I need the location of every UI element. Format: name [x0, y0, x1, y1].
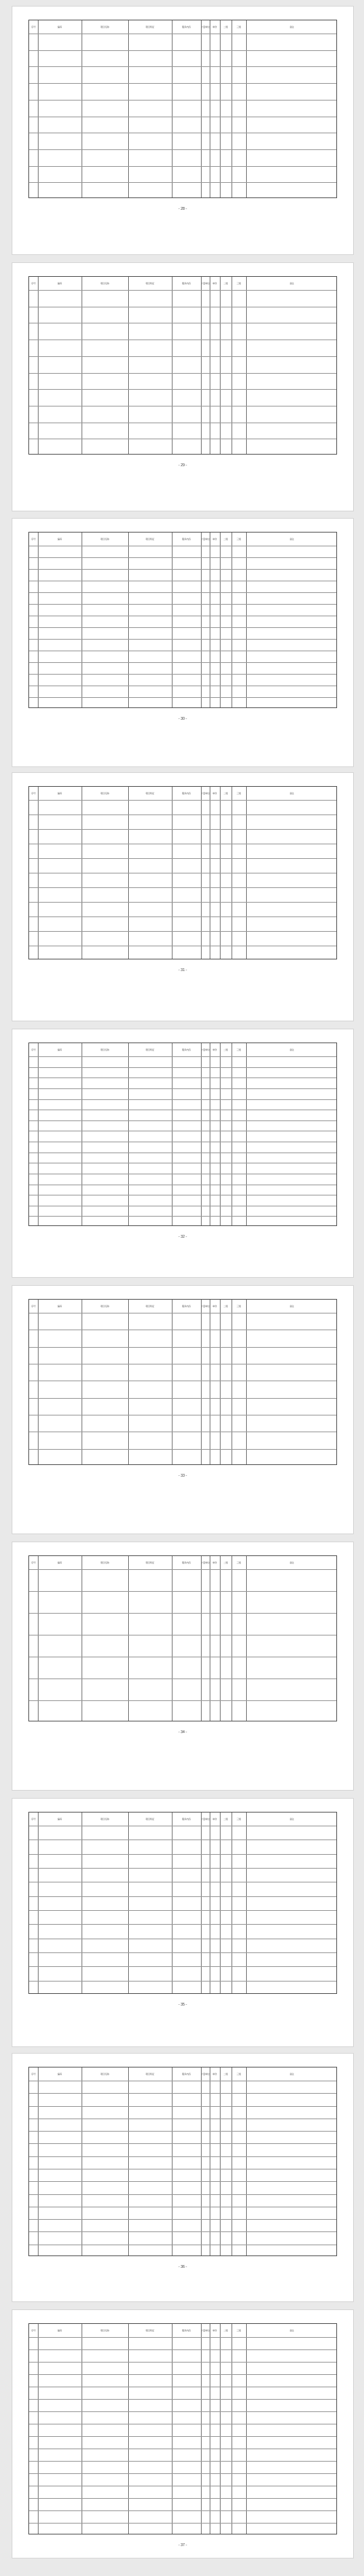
header-p3: 三级 [236, 1305, 241, 1308]
header-unit: 计量单位 [201, 792, 210, 795]
page-number: - 31 - [178, 968, 187, 973]
table-row [29, 182, 336, 199]
header-note: 服务内容 [181, 282, 191, 285]
table-row [29, 2461, 336, 2473]
header-note: 服务内容 [181, 792, 191, 795]
table-row [29, 1868, 336, 1882]
header-code: 编码 [57, 792, 62, 795]
header-no: 序号 [31, 1048, 36, 1051]
header-unit: 计量单位 [201, 538, 210, 541]
header-remark: 备注 [289, 1048, 294, 1051]
table-row [29, 1313, 336, 1330]
header-remark: 备注 [289, 25, 294, 28]
header-p1: 单价 [212, 1561, 217, 1564]
table-row [29, 674, 336, 686]
header-unit: 计量单位 [201, 1048, 210, 1051]
header-note: 服务内容 [181, 538, 191, 541]
table-row [29, 2231, 336, 2244]
table-row [29, 1635, 336, 1657]
header-p2: 二级 [223, 1048, 228, 1051]
price-table [28, 2067, 337, 2256]
table-row [29, 1939, 336, 1952]
table-row [29, 1415, 336, 1432]
header-p1: 单价 [212, 792, 217, 795]
header-unit: 计量单位 [201, 1818, 210, 1821]
table-row [29, 1398, 336, 1415]
header-remark: 备注 [289, 2329, 294, 2332]
table-row [29, 2181, 336, 2194]
header-name: 项目名称 [100, 1818, 109, 1821]
header-name: 项目名称 [100, 1561, 109, 1564]
table-header [29, 1556, 336, 1570]
header-unit: 计量单位 [201, 282, 210, 285]
document-page [12, 1029, 354, 1278]
price-table [28, 276, 337, 455]
header-desc: 项目特征 [145, 792, 154, 795]
table-row [29, 604, 336, 616]
page-number: - 30 - [178, 717, 187, 721]
table-row [29, 1131, 336, 1142]
header-no: 序号 [31, 538, 36, 541]
header-no: 序号 [31, 25, 36, 28]
table-row [29, 1185, 336, 1195]
header-name: 项目名称 [100, 2329, 109, 2332]
table-row [29, 166, 336, 183]
header-p2: 二级 [223, 2073, 228, 2076]
table-row [29, 2118, 336, 2131]
table-row [29, 2473, 336, 2486]
header-p1: 单价 [212, 2073, 217, 2076]
table-header [29, 277, 336, 291]
document-page [12, 2309, 354, 2559]
header-note: 服务内容 [181, 1305, 191, 1308]
table-row [29, 1056, 336, 1067]
header-unit: 计量单位 [201, 2329, 210, 2332]
document-page [12, 1798, 354, 2047]
table-row [29, 2245, 336, 2257]
header-code: 编码 [57, 1561, 62, 1564]
header-desc: 项目特征 [145, 1305, 154, 1308]
header-p1: 单价 [212, 1818, 217, 1821]
table-row [29, 133, 336, 149]
header-desc: 项目特征 [145, 282, 154, 285]
header-remark: 备注 [289, 538, 294, 541]
table-header [29, 1043, 336, 1057]
page-number: - 35 - [178, 2003, 187, 2007]
document-page [12, 262, 354, 511]
header-no: 序号 [31, 1561, 36, 1564]
table-row [29, 2143, 336, 2156]
table-row [29, 2219, 336, 2231]
table-row [29, 873, 336, 887]
document-page [12, 1285, 354, 1534]
page-number: - 37 - [178, 2543, 187, 2548]
page-number: - 32 - [178, 1235, 187, 1239]
header-remark: 备注 [289, 792, 294, 795]
table-row [29, 389, 336, 406]
table-row [29, 1216, 336, 1227]
table-row [29, 2523, 336, 2535]
price-table [28, 1555, 337, 1721]
price-table [28, 2323, 337, 2534]
header-code: 编码 [57, 2073, 62, 2076]
table-row [29, 1896, 336, 1910]
header-p3: 三级 [236, 282, 241, 285]
table-row [29, 2169, 336, 2181]
table-row [29, 439, 336, 455]
document-page [12, 772, 354, 1021]
table-row [29, 1924, 336, 1938]
table-row [29, 569, 336, 581]
table-row [29, 902, 336, 916]
header-p1: 单价 [212, 2329, 217, 2332]
table-row [29, 1142, 336, 1152]
page-number: - 29 - [178, 463, 187, 468]
table-row [29, 2399, 336, 2411]
table-row [29, 2387, 336, 2399]
table-row [29, 662, 336, 674]
header-p3: 三级 [236, 792, 241, 795]
table-row [29, 1569, 336, 1591]
table-row [29, 1195, 336, 1206]
table-row [29, 2337, 336, 2349]
table-header [29, 2068, 336, 2081]
table-row [29, 1067, 336, 1078]
header-desc: 项目特征 [145, 1048, 154, 1051]
table-row [29, 829, 336, 844]
header-no: 序号 [31, 1305, 36, 1308]
table-row [29, 1163, 336, 1174]
table-row [29, 697, 336, 709]
table-row [29, 1364, 336, 1381]
table-row [29, 2093, 336, 2105]
header-no: 序号 [31, 1818, 36, 1821]
header-desc: 项目特征 [145, 2073, 154, 2076]
header-no: 序号 [31, 2329, 36, 2332]
header-p3: 三级 [236, 2073, 241, 2076]
document-page [12, 2053, 354, 2302]
table-header [29, 1300, 336, 1313]
price-table [28, 1299, 337, 1465]
header-unit: 计量单位 [201, 25, 210, 28]
table-row [29, 2486, 336, 2498]
table-row [29, 686, 336, 697]
document-page [12, 6, 354, 255]
table-row [29, 323, 336, 339]
table-row [29, 1347, 336, 1364]
header-note: 服务内容 [181, 2329, 191, 2332]
header-p2: 二级 [223, 282, 228, 285]
table-row [29, 616, 336, 627]
table-row [29, 2106, 336, 2118]
table-row [29, 1981, 336, 1995]
header-p2: 二级 [223, 2329, 228, 2332]
table-row [29, 66, 336, 83]
document-page [12, 1542, 354, 1791]
table-row [29, 1678, 336, 1700]
table-header [29, 1813, 336, 1826]
header-p3: 三级 [236, 25, 241, 28]
table-row [29, 581, 336, 592]
header-no: 序号 [31, 792, 36, 795]
header-remark: 备注 [289, 2073, 294, 2076]
page-number: - 28 - [178, 207, 187, 211]
table-row [29, 307, 336, 323]
table-row [29, 1826, 336, 1839]
table-row [29, 1381, 336, 1397]
header-note: 服务内容 [181, 1561, 191, 1564]
header-p1: 单价 [212, 282, 217, 285]
header-name: 项目名称 [100, 538, 109, 541]
table-row [29, 373, 336, 390]
header-name: 项目名称 [100, 792, 109, 795]
header-name: 项目名称 [100, 282, 109, 285]
table-row [29, 1120, 336, 1131]
table-row [29, 1206, 336, 1217]
header-p2: 二级 [223, 1818, 228, 1821]
table-row [29, 2156, 336, 2169]
table-row [29, 931, 336, 946]
table-row [29, 2362, 336, 2374]
header-p3: 三级 [236, 1818, 241, 1821]
header-remark: 备注 [289, 282, 294, 285]
table-row [29, 2207, 336, 2219]
table-header [29, 2324, 336, 2338]
header-unit: 计量单位 [201, 2073, 210, 2076]
table-row [29, 1330, 336, 1346]
table-row [29, 1174, 336, 1185]
table-row [29, 2510, 336, 2523]
header-p1: 单价 [212, 25, 217, 28]
header-p2: 二级 [223, 25, 228, 28]
header-p2: 二级 [223, 538, 228, 541]
table-row [29, 1088, 336, 1099]
header-no: 序号 [31, 2073, 36, 2076]
price-table [28, 1042, 337, 1226]
header-desc: 项目特征 [145, 538, 154, 541]
table-row [29, 627, 336, 639]
table-row [29, 946, 336, 960]
table-row [29, 100, 336, 117]
header-p3: 三级 [236, 1048, 241, 1051]
header-code: 编码 [57, 282, 62, 285]
header-code: 编码 [57, 1818, 62, 1821]
table-row [29, 557, 336, 569]
table-row [29, 887, 336, 902]
table-row [29, 1077, 336, 1088]
price-table [28, 20, 337, 198]
table-row [29, 423, 336, 439]
table-row [29, 1152, 336, 1163]
table-row [29, 1910, 336, 1924]
header-desc: 项目特征 [145, 1561, 154, 1564]
table-row [29, 1882, 336, 1896]
price-table [28, 532, 337, 708]
table-row [29, 1591, 336, 1613]
table-row [29, 1952, 336, 1966]
header-no: 序号 [31, 282, 36, 285]
table-row [29, 2436, 336, 2449]
table-row [29, 1449, 336, 1466]
header-unit: 计量单位 [201, 1561, 210, 1564]
table-row [29, 592, 336, 604]
table-row [29, 2498, 336, 2510]
header-code: 编码 [57, 1305, 62, 1308]
header-unit: 计量单位 [201, 1305, 210, 1308]
document-page [12, 518, 354, 767]
page-number: - 36 - [178, 2265, 187, 2269]
table-row [29, 1966, 336, 1980]
header-remark: 备注 [289, 1561, 294, 1564]
table-row [29, 406, 336, 423]
table-row [29, 1432, 336, 1448]
header-desc: 项目特征 [145, 2329, 154, 2332]
table-row [29, 356, 336, 373]
table-header [29, 787, 336, 801]
header-remark: 备注 [289, 1818, 294, 1821]
header-p3: 三级 [236, 538, 241, 541]
table-row [29, 1613, 336, 1635]
header-note: 服务内容 [181, 2073, 191, 2076]
page-number: - 34 - [178, 1730, 187, 1735]
header-remark: 备注 [289, 1305, 294, 1308]
table-row [29, 34, 336, 50]
table-row [29, 117, 336, 133]
header-desc: 项目特征 [145, 1818, 154, 1821]
table-row [29, 1657, 336, 1678]
table-row [29, 1700, 336, 1722]
header-name: 项目名称 [100, 1048, 109, 1051]
page-number: - 33 - [178, 1474, 187, 1478]
table-row [29, 2081, 336, 2093]
table-row [29, 1110, 336, 1120]
header-name: 项目名称 [100, 1305, 109, 1308]
header-p3: 三级 [236, 1561, 241, 1564]
table-row [29, 2131, 336, 2143]
table-row [29, 814, 336, 829]
header-p1: 单价 [212, 1048, 217, 1051]
table-row [29, 2449, 336, 2461]
price-table [28, 1812, 337, 1994]
table-row [29, 844, 336, 858]
table-row [29, 2411, 336, 2424]
header-p2: 二级 [223, 1561, 228, 1564]
table-row [29, 916, 336, 931]
table-row [29, 2424, 336, 2436]
header-p3: 三级 [236, 2329, 241, 2332]
header-p1: 单价 [212, 538, 217, 541]
table-row [29, 50, 336, 67]
header-p1: 单价 [212, 1305, 217, 1308]
table-row [29, 1854, 336, 1868]
table-header [29, 20, 336, 34]
header-note: 服务内容 [181, 1818, 191, 1821]
table-row [29, 2194, 336, 2207]
table-row [29, 1099, 336, 1110]
price-table [28, 786, 337, 959]
header-code: 编码 [57, 1048, 62, 1051]
header-code: 编码 [57, 538, 62, 541]
header-code: 编码 [57, 2329, 62, 2332]
table-row [29, 2349, 336, 2362]
header-name: 项目名称 [100, 2073, 109, 2076]
table-row [29, 651, 336, 662]
header-note: 服务内容 [181, 1048, 191, 1051]
table-row [29, 858, 336, 873]
header-note: 服务内容 [181, 25, 191, 28]
table-row [29, 2374, 336, 2387]
header-code: 编码 [57, 25, 62, 28]
header-name: 项目名称 [100, 25, 109, 28]
table-row [29, 339, 336, 356]
table-row [29, 290, 336, 307]
table-row [29, 83, 336, 100]
header-p2: 二级 [223, 1305, 228, 1308]
table-header [29, 533, 336, 546]
table-row [29, 149, 336, 166]
table-row [29, 639, 336, 651]
header-p2: 二级 [223, 792, 228, 795]
table-row [29, 800, 336, 814]
table-row [29, 1839, 336, 1853]
header-desc: 项目特征 [145, 25, 154, 28]
table-row [29, 546, 336, 557]
